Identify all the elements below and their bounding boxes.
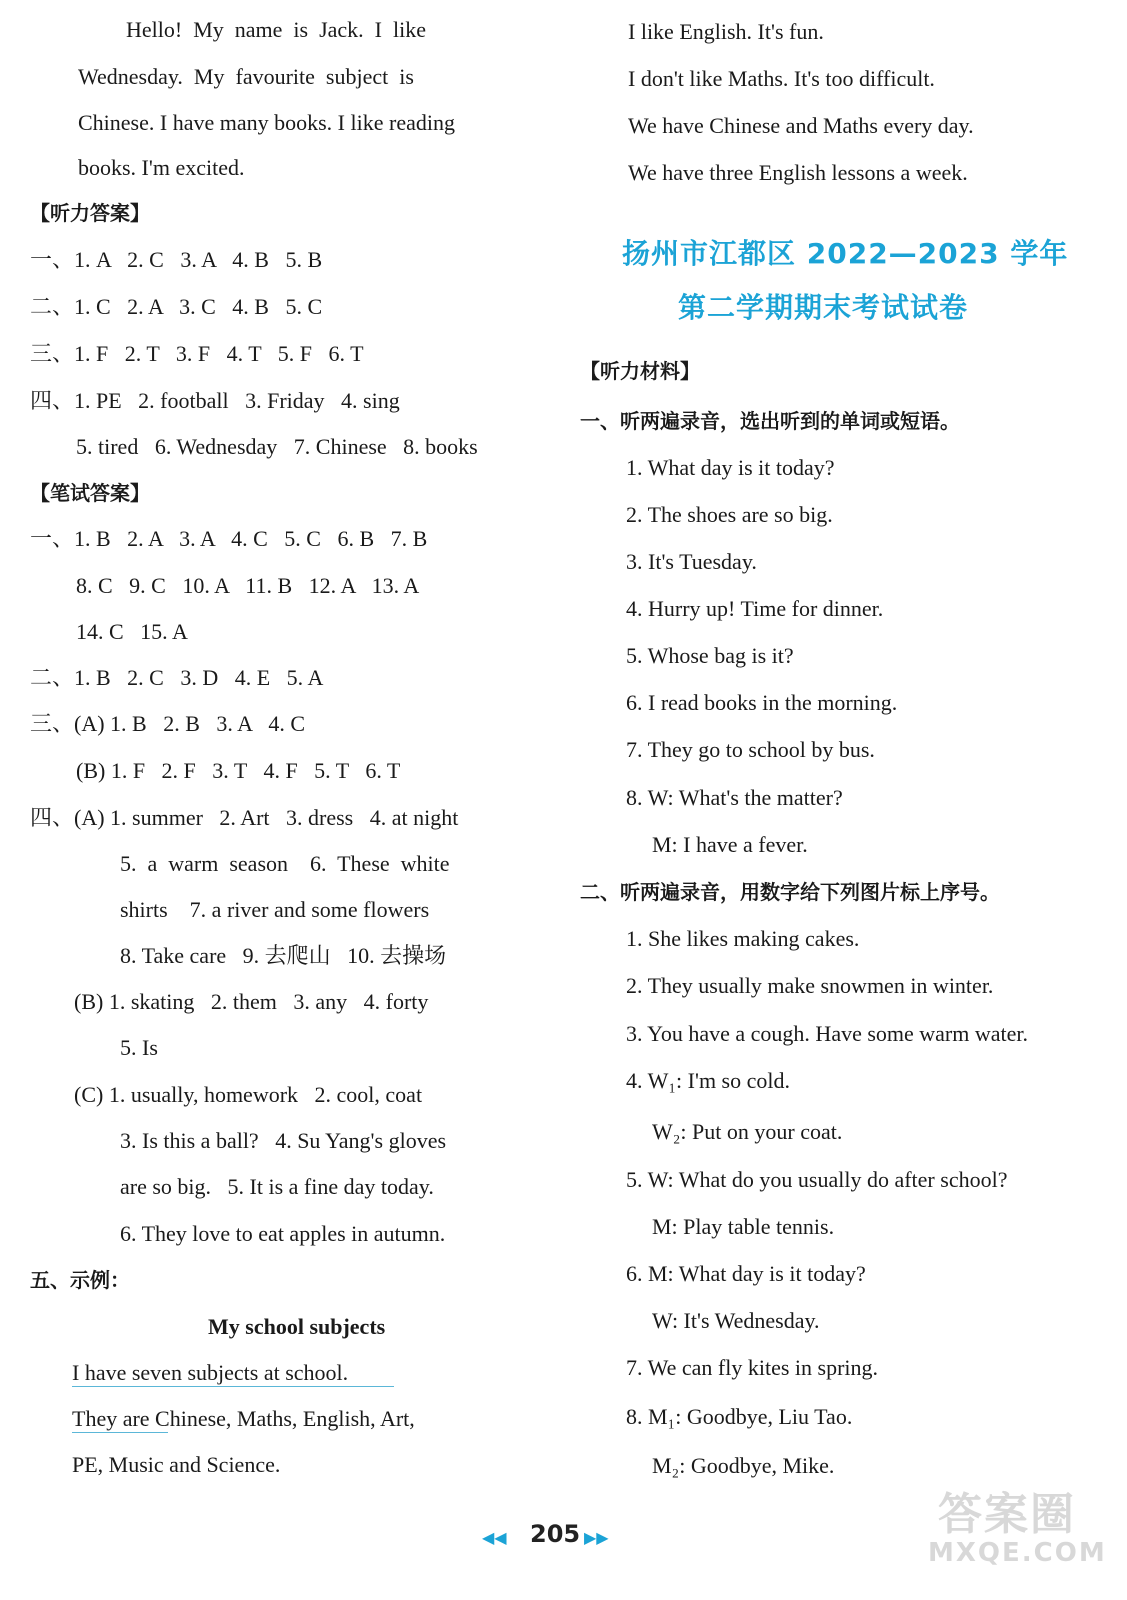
- text-line: W₂: Put on your coat.: [652, 1119, 843, 1144]
- text-line: M: Play table tennis.: [652, 1214, 835, 1239]
- section-heading: 【笔试答案】: [30, 481, 150, 505]
- text-line: M₂: Goodbye, Mike.: [652, 1453, 835, 1478]
- text-line: 二、1. C 2. A 3. C 4. B 5. C: [30, 294, 323, 319]
- section-heading: 【听力答案】: [30, 201, 150, 225]
- exam-title-line2: 第二学期期末考试试卷: [678, 291, 969, 324]
- text-line: 二、1. B 2. C 3. D 4. E 5. A: [30, 665, 324, 690]
- text-line: 四、(A) 1. summer 2. Art 3. dress 4. at night: [30, 805, 459, 830]
- page-number: 205: [530, 1520, 581, 1548]
- text-line: I like English. It's fun.: [628, 19, 824, 44]
- text-line: 6. M: What day is it today?: [626, 1261, 866, 1286]
- text-line: 8. C 9. C 10. A 11. B 12. A 13. A: [76, 573, 420, 598]
- watermark-logo: [928, 1478, 1118, 1588]
- text-line: We have Chinese and Maths every day.: [628, 113, 974, 138]
- text-line: are so big. 5. It is a fine day today.: [120, 1174, 434, 1199]
- watermark-bottom: MXQE.COM: [928, 1538, 1107, 1568]
- text-line: Hello! My name is Jack. I like: [126, 17, 426, 42]
- text-line: (B) 1. F 2. F 3. T 4. F 5. T 6. T: [76, 758, 401, 783]
- text-line: M: I have a fever.: [652, 832, 808, 857]
- text-line: 14. C 15. A: [76, 619, 188, 644]
- text-line: They are Chinese, Maths, English, Art,: [72, 1406, 415, 1431]
- text-line: Wednesday. My favourite subject is: [78, 64, 414, 89]
- text-line: 3. It's Tuesday.: [626, 549, 757, 574]
- essay-title: My school subjects: [208, 1314, 386, 1339]
- text-line: I have seven subjects at school.: [72, 1360, 349, 1385]
- text-line: 3. You have a cough. Have some warm water.: [626, 1021, 1029, 1046]
- section-heading: 五、示例：: [30, 1268, 130, 1292]
- text-line: 5. tired 6. Wednesday 7. Chinese 8. books: [76, 434, 478, 459]
- section-heading: 二、听两遍录音，用数字给下列图片标上序号。: [580, 880, 1000, 904]
- text-line: 5. Whose bag is it?: [626, 643, 794, 668]
- section-heading: 【听力材料】: [580, 359, 700, 383]
- text-line: 2. The shoes are so big.: [626, 502, 833, 527]
- text-line: 3. Is this a ball? 4. Su Yang's gloves: [120, 1128, 447, 1153]
- text-line: We have three English lessons a week.: [628, 160, 968, 185]
- text-line: 8. W: What's the matter?: [626, 785, 843, 810]
- next-arrows-icon: ▶▶: [584, 1528, 609, 1547]
- text-line: 三、1. F 2. T 3. F 4. T 5. F 6. T: [30, 341, 364, 366]
- text-line: 7. They go to school by bus.: [626, 737, 875, 762]
- text-line: 1. She likes making cakes.: [626, 926, 860, 951]
- text-line: 5. Is: [120, 1035, 158, 1060]
- text-line: 4. Hurry up! Time for dinner.: [626, 596, 884, 621]
- text-line: 四、1. PE 2. football 3. Friday 4. sing: [30, 388, 400, 413]
- text-line: PE, Music and Science.: [72, 1452, 281, 1477]
- text-line: books. I'm excited.: [78, 155, 245, 180]
- text-line: 一、1. B 2. A 3. A 4. C 5. C 6. B 7. B: [30, 526, 428, 551]
- text-line: 一、1. A 2. C 3. A 4. B 5. B: [30, 247, 323, 272]
- text-line: 4. W₁: I'm so cold.: [626, 1068, 790, 1093]
- text-line: Chinese. I have many books. I like reading: [78, 110, 455, 135]
- section-heading: 一、听两遍录音，选出听到的单词或短语。: [580, 409, 960, 433]
- text-line: (C) 1. usually, homework 2. cool, coat: [74, 1082, 423, 1107]
- text-line: 5. W: What do you usually do after school?: [626, 1167, 1008, 1192]
- prev-arrows-icon: ◀◀: [482, 1528, 507, 1547]
- text-line: 5. a warm season 6. These white: [120, 851, 450, 876]
- text-line: (B) 1. skating 2. them 3. any 4. forty: [74, 989, 429, 1014]
- text-line: 6. They love to eat apples in autumn.: [120, 1221, 446, 1246]
- text-line: 2. They usually make snowmen in winter.: [626, 973, 994, 998]
- text-line: 8. M₁: Goodbye, Liu Tao.: [626, 1404, 853, 1429]
- essay-underline-2: [72, 1432, 168, 1433]
- text-line: I don't like Maths. It's too difficult.: [628, 66, 935, 91]
- text-line: 1. What day is it today?: [626, 455, 835, 480]
- text-line: 8. Take care 9. 去爬山 10. 去操场: [120, 943, 447, 968]
- text-line: shirts 7. a river and some flowers: [120, 897, 430, 922]
- text-line: W: It's Wednesday.: [652, 1308, 820, 1333]
- text-line: 6. I read books in the morning.: [626, 690, 898, 715]
- text-line: 7. We can fly kites in spring.: [626, 1355, 879, 1380]
- watermark-top: 答案圈: [938, 1489, 1076, 1540]
- essay-underline-1: [72, 1386, 394, 1387]
- text-line: 三、(A) 1. B 2. B 3. A 4. C: [30, 711, 306, 736]
- exam-title-line1: 扬州市江都区 2022—2023 学年: [622, 237, 1069, 270]
